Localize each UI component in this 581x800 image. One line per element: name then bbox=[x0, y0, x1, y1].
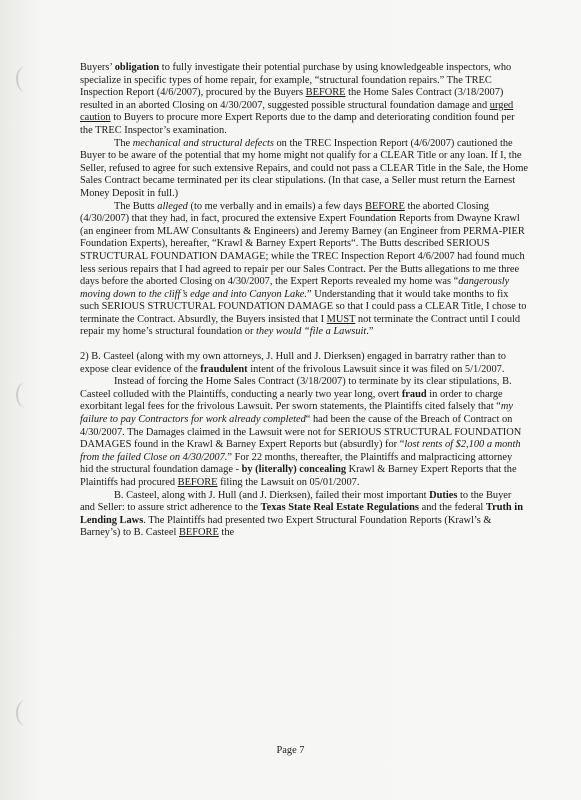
text-run: intent of the frivolous Lawsuit since it was filed on 5/1/2007. bbox=[247, 363, 505, 375]
text-run: obligation bbox=[114, 62, 160, 73]
text-run: ” For 22 months, thereafter, the Plaintiffs and malpracticing attorney hid the structural foundation damage - bbox=[80, 451, 513, 476]
text-run: to the Buyer and Seller: to assure strict adherence to the bbox=[80, 489, 512, 514]
text-run: ” Understanding that it would take months to fix such SERIOUS STRUCTURAL FOUNDATION DAMAGE so that I could pass a CLEAR Title, I chose to terminate the Contract. Absurdly, the Buyers insisted that I bbox=[80, 288, 527, 325]
text-run: Truth in Lending Laws bbox=[80, 502, 523, 526]
text-run: . The Plaintiffs had presented two Expert Structural Foundation Reports (Krawl’s & Barney’s) to B. Casteel bbox=[80, 514, 492, 539]
text-run: to fully investigate their potential purchase by using knowledgeable inspectors, who specialize in specific types of home repair, for example, “structural foundation repairs.” The TREC Inspection Report (4/6/2007), procured by the Buyers bbox=[80, 62, 512, 99]
para-forcing-contract bbox=[80, 376, 528, 489]
binder-hole-mark bbox=[16, 66, 36, 92]
text-run: the Home Sales Contract (3/18/2007) resulted in an aborted Closing on 4/30/2007, suggested possible structural foundation damage and bbox=[80, 87, 504, 111]
text-run: The bbox=[114, 137, 133, 149]
document-body bbox=[80, 62, 528, 540]
text-run: the aborted Closing (4/30/2007) that they had, in fact, procured the extensive Expert Foundation Reports from Dwayne Krawl (an engineer from MLAW Consultants & Engineers) and Jeremy Barney (an Engineer from PERMA-PIER Foundation Experts), hereafter, “Krawl & Barney Expert Reports“. The Butts described SERIOUS STRUCTURAL FOUNDATION DAMAGE; while the TREC Inspection Report 4/6/2007 had found much less serious repairs that I had agreed to repair per our Sales Contract. Per the Butts allegations to me three days before the aborted Closing on 4/30/2007, the Expert Reports revealed my home was “ bbox=[80, 200, 525, 288]
text-run: BEFORE bbox=[365, 200, 405, 212]
text-run: B. Casteel, along with J. Hull (and J. Dierksen), failed their most important bbox=[114, 489, 430, 501]
text-run: urged caution bbox=[80, 99, 514, 124]
text-run: to Buyers to procure more Expert Reports due to the damp and deteriorating condition found per the TREC Inspector’s examination. bbox=[80, 112, 515, 136]
text-run: Krawl & Barney Expert Reports that the Plaintiffs had procured bbox=[80, 464, 517, 488]
text-run: (to me verbally and in emails) a few days bbox=[187, 200, 366, 212]
text-run: MUST bbox=[326, 313, 356, 325]
text-run: Duties bbox=[429, 489, 458, 501]
text-run: dangerously moving down to the cliff’s edge and into Canyon Lake. bbox=[80, 276, 510, 300]
text-run: on the TREC Inspection Report (4/6/2007) cautioned the Buyer to be aware of the potential that my home might not qualify for a CLEAR Title or any loan. If I, the Seller, refused to agree for such extensive Repairs, and could not pass a CLEAR Title in the Sale, the Home Sales Contract became terminated per its clear stipulations. (In that case, a Seller must return the Earnest Money Deposit in full.) bbox=[80, 137, 529, 199]
text-run: Texas State Real Estate Regulations bbox=[260, 502, 419, 514]
text-run: 2) B. Casteel (along with my own attorneys, J. Hull and J. Dierksen) engaged in barratry rather than to expose clear evidence of the bbox=[80, 351, 506, 375]
text-run: lost rents of $2,100 a month from the failed Close on 4/30/2007. bbox=[80, 439, 521, 463]
text-run: fraud bbox=[401, 388, 427, 400]
text-run: the bbox=[218, 527, 235, 539]
text-run: fraudulent bbox=[200, 363, 248, 375]
text-run: my failure to pay Contractors for work already completed bbox=[80, 401, 513, 426]
text-run: by (literally) concealing bbox=[241, 464, 347, 476]
para-failed-duties bbox=[80, 490, 528, 540]
text-run: “ had been the cause of the Breach of Contract on 4/30/2007. The Damages claimed in the Lawsuit were not for SERIOUS STRUCTURAL FOUNDATION DAMAGES found in the Krawl & Barney Expert Reports but (absurdly) for “ bbox=[80, 414, 522, 451]
paragraph-gap bbox=[80, 339, 528, 351]
text-run: filing the Lawsuit on 05/01/2007. bbox=[217, 477, 360, 488]
text-run: The Butts bbox=[114, 200, 158, 212]
text-run: BEFORE bbox=[177, 477, 218, 488]
text-run: alleged bbox=[157, 200, 188, 212]
text-run: they would “file a Lawsuit bbox=[256, 326, 367, 338]
text-run: .” bbox=[366, 326, 374, 338]
text-run: Buyers’ bbox=[80, 62, 115, 73]
para-butts-alleged bbox=[80, 201, 528, 340]
text-run: BEFORE bbox=[178, 527, 219, 539]
para-mechanical-defects bbox=[80, 138, 528, 201]
text-run: in order to charge exorbitant legal fees for the frivolous Lawsuit. Per sworn statements, the Plaintiffs cited falsely that “ bbox=[80, 388, 503, 413]
binder-hole-mark bbox=[16, 382, 36, 408]
para-casteel-barratry bbox=[80, 351, 528, 376]
page-number: Page 7 bbox=[276, 745, 305, 756]
binder-hole-mark bbox=[16, 700, 36, 726]
text-run: Instead of forcing the Home Sales Contract (3/18/2007) to terminate by its clear stipulations, B. Casteel colluded with the Plaintiffs, conducting a nearly two year long, overt bbox=[80, 376, 512, 400]
text-run: BEFORE bbox=[305, 87, 346, 99]
para-buyers-obligation bbox=[80, 62, 528, 138]
text-run: and the federal bbox=[418, 502, 486, 514]
text-run: mechanical and structural defects bbox=[132, 137, 274, 149]
text-run: not terminate the Contract until I could repair my home’s structural foundation or bbox=[80, 313, 521, 338]
